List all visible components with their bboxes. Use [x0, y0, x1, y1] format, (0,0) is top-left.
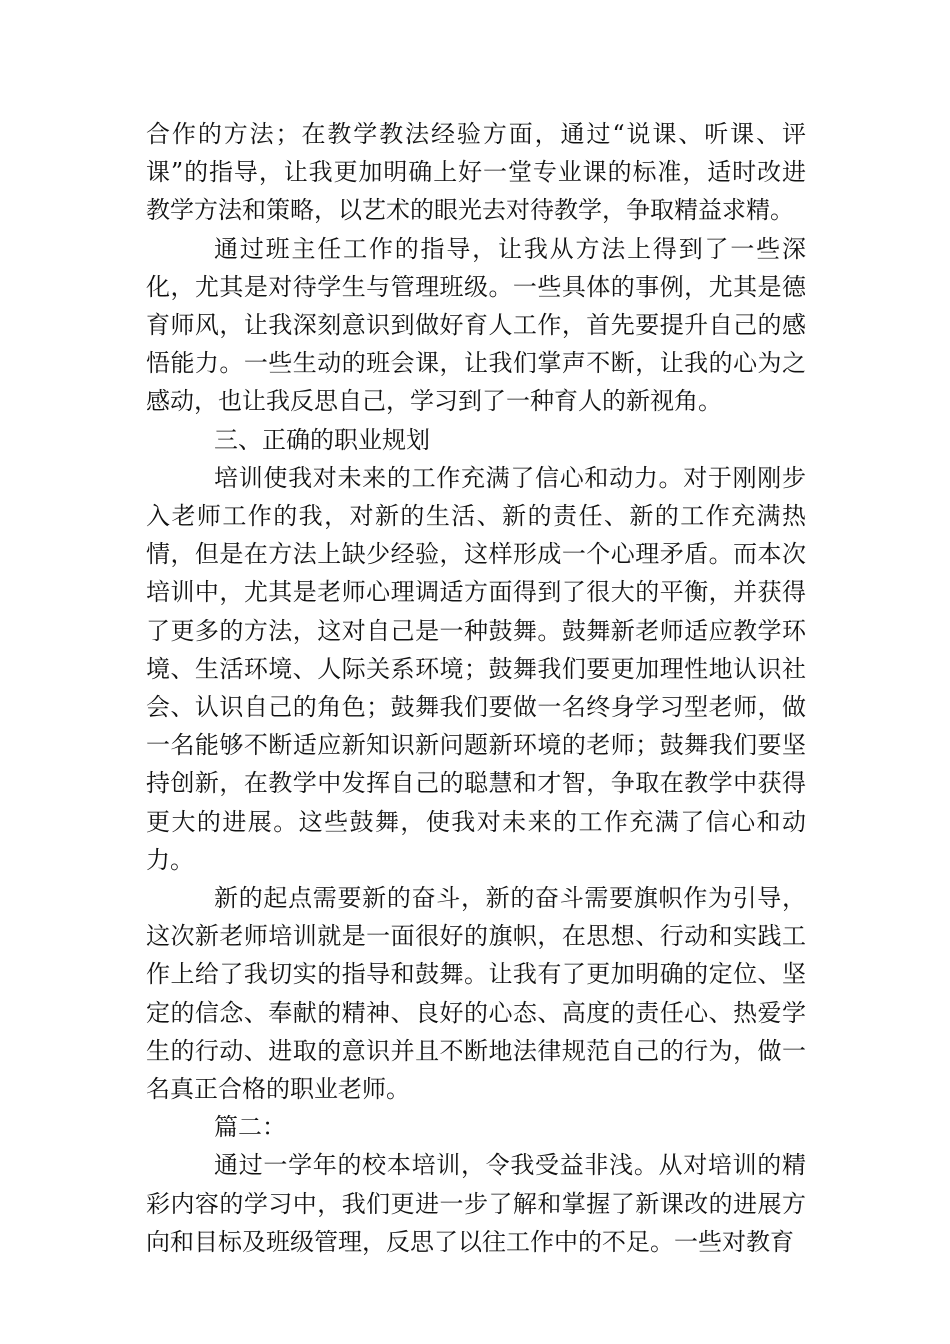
paragraph-teaching-methods: 合作的方法；在教学教法经验方面，通过“说课、听课、评课”的指导，让我更加明确上好一堂专业课的标准，适时改进教学方法和策略，以艺术的眼光去对待教学，争取精益求精。: [146, 120, 806, 225]
part-heading-two: 篇二：: [214, 1113, 286, 1142]
document-body: [146, 115, 806, 1261]
paragraph-new-start: 新的起点需要新的奋斗，新的奋斗需要旗帜作为引导，这次新老师培训就是一面很好的旗帜，在思想、行动和实践工作上给了我切实的指导和鼓舞。让我有了更加明确的定位、坚定的信念、奉献的精神、良好的心态、高度的责任心、热爱学生的行动、进取的意识并且不断地法律规范自己的行为，做一名真正合格的职业老师。: [146, 884, 806, 1104]
section-heading-career-planning: 三、正确的职业规划: [214, 425, 430, 454]
paragraph-confidence: 培训使我对未来的工作充满了信心和动力。对于刚刚步入老师工作的我，对新的生活、新的责任、新的工作充满热情，但是在方法上缺少经验，这样形成一个心理矛盾。而本次培训中，尤其是老师心理调适方面得到了很大的平衡，并获得了更多的方法，这对自己是一种鼓舞。鼓舞新老师适应教学环境、生活环境、人际关系环境；鼓舞我们要更加理性地认识社会、认识自己的角色；鼓舞我们要做一名终身学习型老师，做一名能够不断适应新知识新问题新环境的老师；鼓舞我们要坚持创新，在教学中发挥自己的聪慧和才智，争取在教学中获得更大的进展。这些鼓舞，使我对未来的工作充满了信心和动力。: [146, 463, 806, 874]
paragraph-school-training: 通过一学年的校本培训，令我受益非浅。从对培训的精彩内容的学习中，我们更进一步了解和掌握了新课改的进展方向和目标及班级管理，反思了以往工作中的不足。一些对教育: [146, 1151, 806, 1256]
paragraph-class-teacher: 通过班主任工作的指导，让我从方法上得到了一些深化，尤其是对待学生与管理班级。一些具体的事例，尤其是德育师风，让我深刻意识到做好育人工作，首先要提升自己的感悟能力。一些生动的班会课，让我们掌声不断，让我的心为之感动，也让我反思自己，学习到了一种育人的新视角。: [146, 234, 806, 416]
